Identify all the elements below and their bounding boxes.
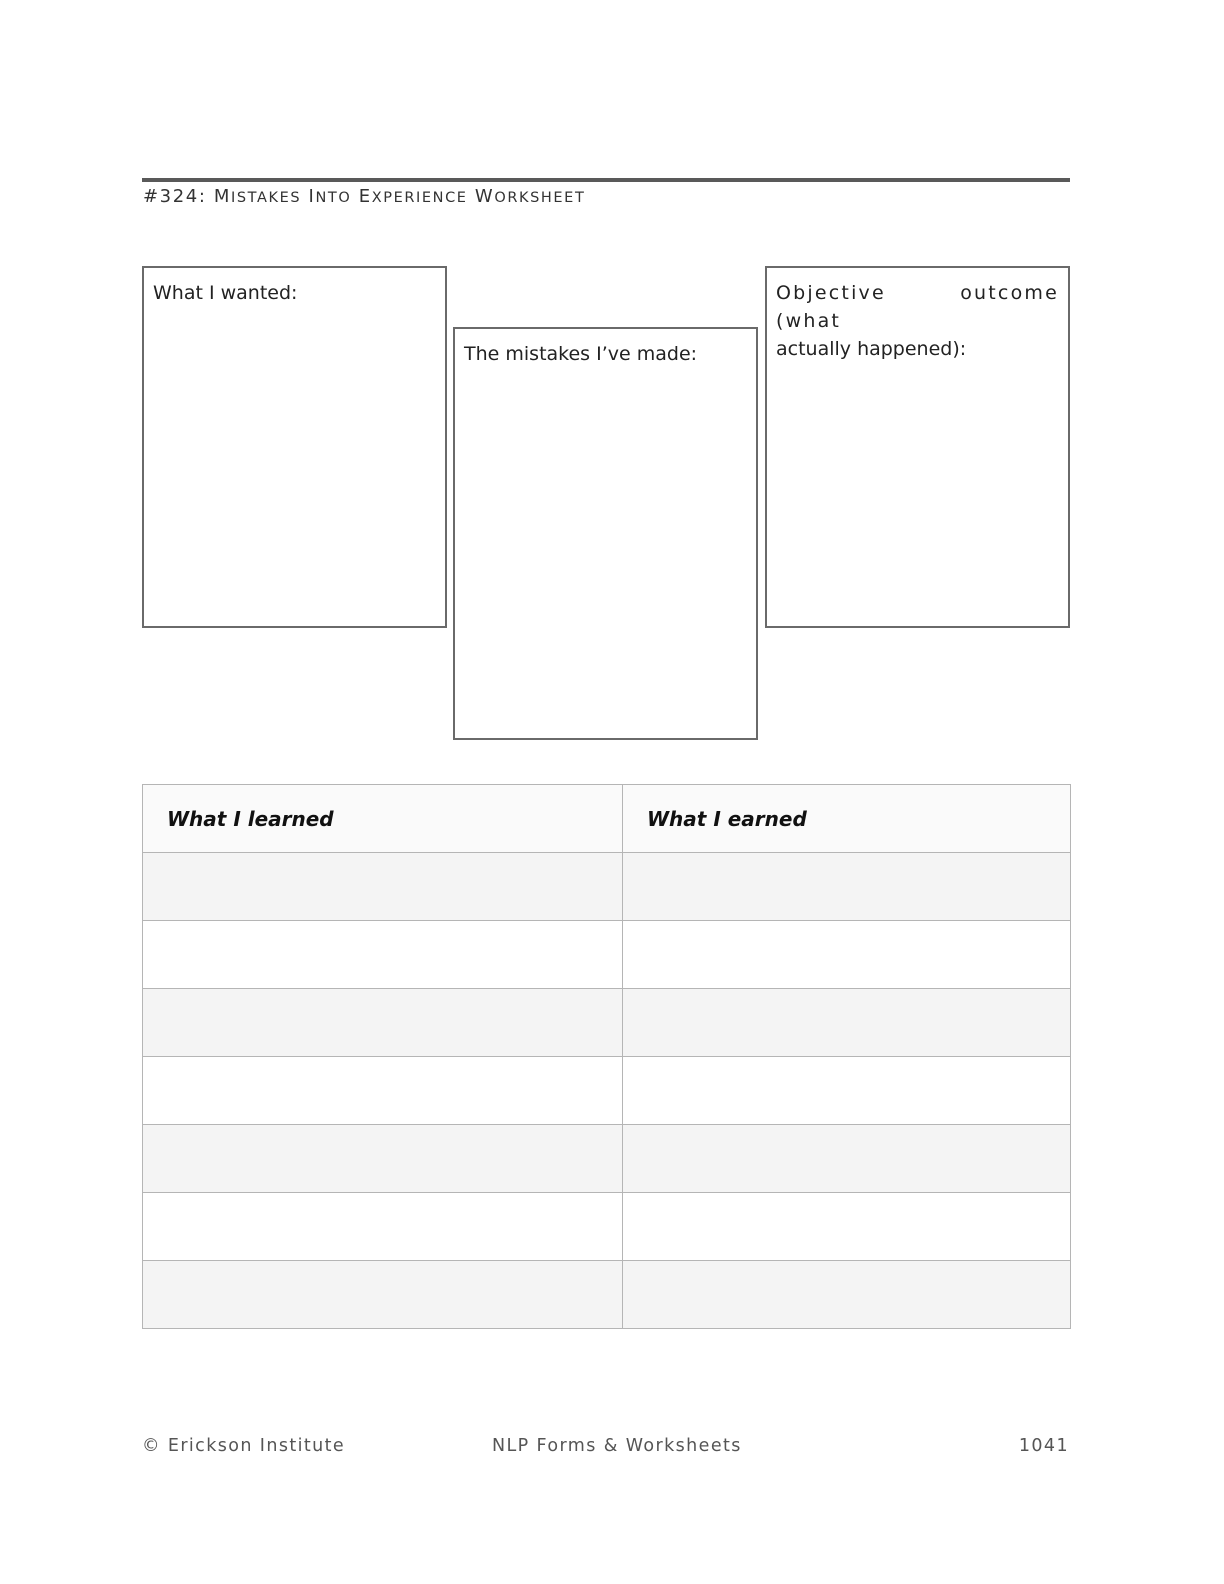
table-row <box>143 1057 1071 1125</box>
objective-outcome-box[interactable] <box>765 266 1070 628</box>
learned-cell[interactable] <box>143 921 623 989</box>
worksheet-number: #324: <box>143 186 207 207</box>
title-word: EXPERIENCE <box>358 186 468 207</box>
what-i-wanted-box[interactable] <box>142 266 447 628</box>
learned-cell[interactable] <box>143 1261 623 1329</box>
page-title <box>143 186 585 207</box>
header-rule <box>142 178 1070 182</box>
mistakes-made-label: The mistakes I’ve made: <box>464 343 698 365</box>
footer-copyright: © Erickson Institute <box>142 1436 346 1456</box>
learned-cell[interactable] <box>143 1193 623 1261</box>
earned-cell[interactable] <box>623 989 1071 1057</box>
footer-book-title: NLP Forms & Worksheets <box>492 1436 742 1456</box>
column-header-earned: What I earned <box>623 785 1071 853</box>
earned-cell[interactable] <box>623 1261 1071 1329</box>
what-i-wanted-label: What I wanted: <box>153 282 298 304</box>
table-row <box>143 1261 1071 1329</box>
table-header-row <box>143 785 1071 853</box>
mistakes-made-box[interactable] <box>453 327 758 740</box>
learned-earned-table <box>142 784 1071 1329</box>
learned-cell[interactable] <box>143 1125 623 1193</box>
table-row <box>143 853 1071 921</box>
learned-cell[interactable] <box>143 1057 623 1125</box>
column-header-learned: What I learned <box>143 785 623 853</box>
title-word: INTO <box>308 186 352 207</box>
earned-cell[interactable] <box>623 1193 1071 1261</box>
objective-outcome-label: Objective outcome (what actually happened): <box>776 282 1059 360</box>
title-word: WORKSHEET <box>474 186 586 207</box>
table-row <box>143 1125 1071 1193</box>
earned-cell[interactable] <box>623 1057 1071 1125</box>
title-word: MISTAKES <box>213 186 302 207</box>
learned-cell[interactable] <box>143 989 623 1057</box>
earned-cell[interactable] <box>623 1125 1071 1193</box>
table-row <box>143 1193 1071 1261</box>
footer-page-number: 1041 <box>1018 1436 1069 1456</box>
learned-cell[interactable] <box>143 853 623 921</box>
earned-cell[interactable] <box>623 853 1071 921</box>
earned-cell[interactable] <box>623 921 1071 989</box>
table-row <box>143 921 1071 989</box>
table-row <box>143 989 1071 1057</box>
